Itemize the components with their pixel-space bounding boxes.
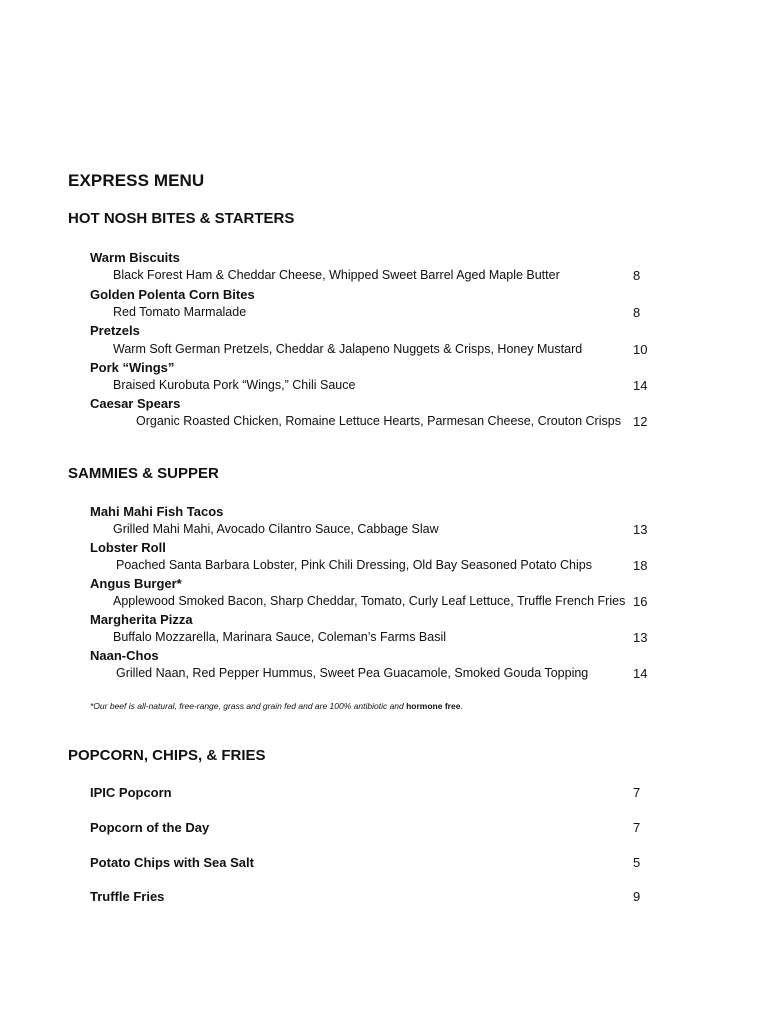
item-description: Grilled Mahi Mahi, Avocado Cilantro Sauce, Cabbage Slaw [113,522,439,536]
item-price: 12 [633,414,648,429]
item-name: Margherita Pizza [90,612,193,627]
item-name: Angus Burger* [90,576,182,591]
item-name: IPIC Popcorn [90,785,172,800]
item-name: Potato Chips with Sea Salt [90,855,254,870]
section-heading-starters: HOT NOSH BITES & STARTERS [68,210,295,227]
item-name: Golden Polenta Corn Bites [90,287,255,302]
menu-title: EXPRESS MENU [68,171,205,190]
item-price: 16 [633,594,648,609]
item-name: Naan-Chos [90,648,159,663]
item-price: 5 [633,855,641,870]
item-name: Pork “Wings” [90,360,175,375]
item-description: Warm Soft German Pretzels, Cheddar & Jalapeno Nuggets & Crisps, Honey Mustard [113,342,583,356]
item-price: 10 [633,342,648,357]
item-name: Truffle Fries [90,889,165,904]
item-description: Organic Roasted Chicken, Romaine Lettuce Hearts, Parmesan Cheese, Crouton Crisps [136,414,621,428]
footnote-text: *Our beef is all-natural, free-range, grass and grain fed and are 100% antibiotic and [90,701,407,711]
item-name: Caesar Spears [90,396,181,411]
item-price: 8 [633,268,641,283]
item-description: Braised Kurobuta Pork “Wings,” Chili Sauce [113,378,356,392]
item-price: 14 [633,666,648,681]
item-price: 9 [633,889,641,904]
item-description: Buffalo Mozzarella, Marinara Sauce, Coleman’s Farms Basil [113,630,447,644]
item-description: Grilled Naan, Red Pepper Hummus, Sweet Pea Guacamole, Smoked Gouda Topping [116,666,589,680]
item-description: Applewood Smoked Bacon, Sharp Cheddar, Tomato, Curly Leaf Lettuce, Truffle French Fries [113,594,626,608]
beef-footnote [90,702,463,711]
item-name: Warm Biscuits [90,250,180,265]
item-name: Pretzels [90,323,140,338]
item-name: Lobster Roll [90,540,166,555]
section-heading-sammies: SAMMIES & SUPPER [68,465,219,482]
footnote-bold: hormone free [406,701,461,711]
item-price: 13 [633,522,648,537]
footnote-end: . [460,701,463,711]
section-heading-popcorn: POPCORN, CHIPS, & FRIES [68,747,266,764]
item-price: 8 [633,305,641,320]
item-price: 14 [633,378,648,393]
item-name: Popcorn of the Day [90,820,210,835]
item-price: 7 [633,785,641,800]
item-name: Mahi Mahi Fish Tacos [90,504,224,519]
item-price: 7 [633,820,641,835]
item-price: 13 [633,630,648,645]
item-description: Red Tomato Marmalade [113,305,247,319]
item-price: 18 [633,558,648,573]
item-description: Poached Santa Barbara Lobster, Pink Chili Dressing, Old Bay Seasoned Potato Chips [116,558,592,572]
item-description: Black Forest Ham & Cheddar Cheese, Whipped Sweet Barrel Aged Maple Butter [113,268,560,282]
